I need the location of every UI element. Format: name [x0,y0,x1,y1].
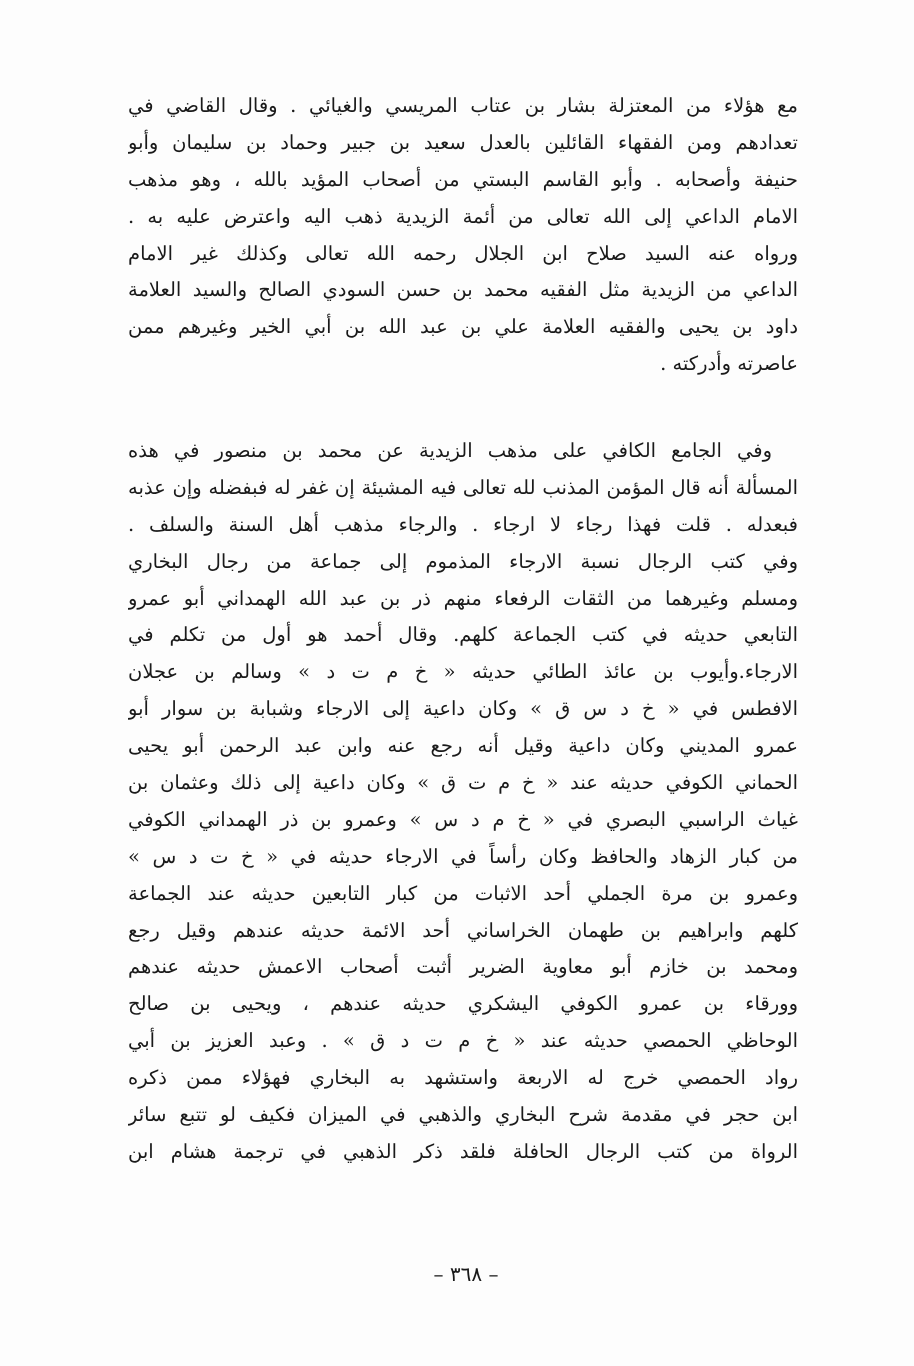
text-line: ومسلم وغيرهما من الثقات الرفعاء منهم ذر بن عبد الله الهمداني أبو عمرو [128,586,798,610]
text-line: رواد الحمصي خرج له الاربعة واستشهد به البخاري فهؤلاء ممن ذكره [128,1066,798,1090]
text-line: الامام الداعي إلى الله تعالى من أئمة الزيدية ذهب اليه واعترض عليه به . [128,204,798,228]
text-line: الداعي من الزيدية مثل الفقيه محمد بن حسن السودي الصالح والسيد العلامة [128,278,798,302]
text-line: التابعي حديثه في كتب الجماعة كلهم. وقال أحمد هو أول من تكلم في [128,623,798,647]
text-line: فبعدله . قلت فهذا رجاء لا ارجاء . والرجاء مذهب أهل السنة والسلف . [128,512,798,536]
page-number: – ٣٦٨ – [433,1262,499,1286]
text-line: غياث الراسبي البصري في « خ م د س » وعمرو بن ذر الهمداني الكوفي [128,807,798,831]
text-line: عاصرته وأدركته . [660,352,798,376]
text-line: الافطس في « خ د س ق » وكان داعية إلى الارجاء وشبابة بن سوار أبو [128,697,798,721]
text-line: الحماني الكوفي حديثه عند « خ م ت ق » وكان داعية إلى ذلك وعثمان بن [128,771,798,795]
text-line: الوحاظي الحمصي حديثه عند « خ م ت د ق » . وعبد العزيز بن أبي [128,1029,798,1053]
text-line: عمرو المديني وكان داعية وقيل أنه رجع عنه وابن عبد الرحمن أبو يحيى [128,734,798,758]
text-line: كلهم وابراهيم بن طهمان الخراساني أحد الائمة حديثه عندهم وقيل رجع [128,918,798,942]
text-line: حنيفة وأصحابه . وأبو القاسم البستي من أصحاب المؤيد بالله ، وهو مذهب [128,167,798,191]
text-line: ابن حجر في مقدمة شرح البخاري والذهبي في الميزان فكيف لو تتبع سائر [128,1103,798,1127]
text-line: من كبار الزهاد والحافظ وكان رأساً في الارجاء حديثه في « خ ت د س » [128,844,798,868]
text-line: وفي كتب الرجال نسبة الارجاء المذموم إلى جماعة من رجال البخاري [128,549,798,573]
text-line: ومحمد بن خازم أبو معاوية الضرير أثبت أصحاب الاعمش حديثه عندهم [128,955,798,979]
text-line: الرواة من كتب الرجال الحافلة فلقد ذكر الذهبي في ترجمة هشام ابن [128,1139,798,1163]
paragraph-1 [128,88,798,383]
text-line: المسألة أنه قال المؤمن المذنب لله تعالى فيه المشيئة إن غفر له فبفضله وإن عذبه [128,475,798,499]
text-line: داود بن يحيى والفقيه العلامة علي بن عبد الله بن أبي الخير وغيرهم ممن [128,315,798,339]
text-line: الارجاء.وأيوب بن عائذ الطائي حديثه « خ م ت د » وسالم بن عجلان [128,660,798,684]
paragraph-2 [128,433,798,1171]
text-line: وفي الجامع الكافي على مذهب الزيدية عن محمد بن منصور في هذه [128,439,772,462]
text-line: وورقاء بن عمرو الكوفي اليشكري حديثه عندهم ، ويحيى بن صالح [128,992,798,1016]
text-line: ورواه عنه السيد صلاح ابن الجلال رحمه الله تعالى وكذلك غير الامام [128,241,798,265]
text-line: تعدادهم ومن الفقهاء القائلين بالعدل سعيد بن جبير وحماد بن سليمان وأبو [128,130,798,154]
text-line: وعمرو بن مرة الجملي أحد الاثبات من كبار التابعين حديثه عند الجماعة [128,881,798,905]
text-line: مع هؤلاء من المعتزلة بشار بن عتاب المريسي والغيائي . وقال القاضي في [128,94,798,117]
